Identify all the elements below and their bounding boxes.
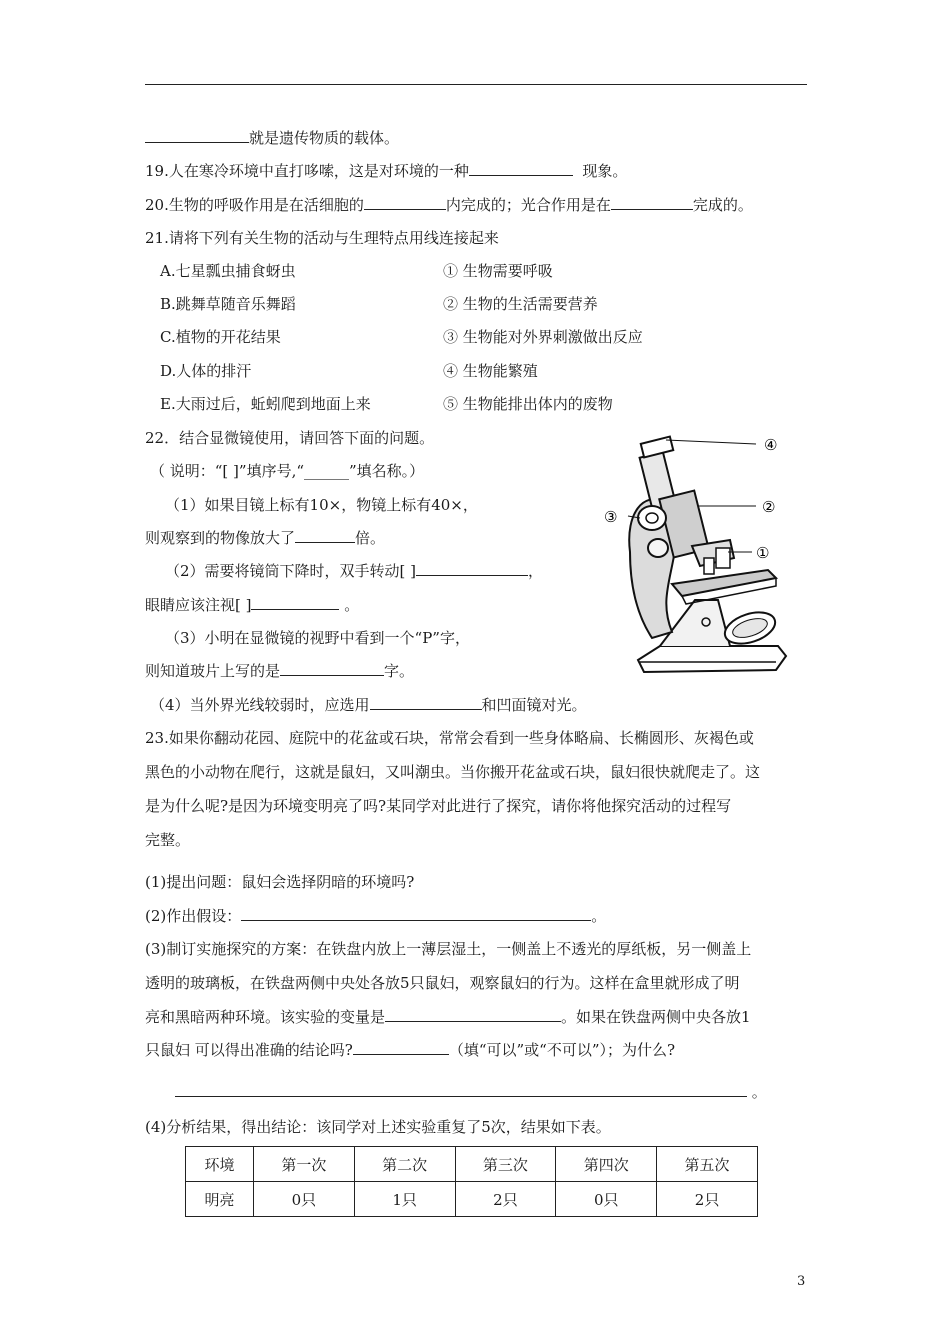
q22-p3-line: 则知道玻片上写的是 字。 bbox=[145, 662, 415, 680]
q21-left-c[interactable]: C.植物的开花结果 bbox=[160, 328, 281, 346]
q21-left-a[interactable]: A.七星瓢虫捕食蚜虫 bbox=[160, 262, 296, 280]
table-cell: 明亮 bbox=[186, 1182, 254, 1217]
table-cell: 0只 bbox=[253, 1182, 354, 1217]
q21-right-5[interactable]: ⑤ 生物能排出体内的废物 bbox=[443, 395, 613, 413]
table-header-cell: 第五次 bbox=[657, 1147, 758, 1182]
q23-hypothesis-blank[interactable] bbox=[241, 906, 591, 921]
microscope-diagram bbox=[600, 432, 800, 677]
q22-p3a: （3）小明在显微镜的视野中看到一个“P”字， bbox=[165, 629, 470, 647]
q23-line-3: 是为什么呢?是因为环境变明亮了吗?某同学对此进行了探究，请你将他探究活动的过程写 bbox=[145, 797, 732, 815]
table-cell: 2只 bbox=[657, 1182, 758, 1217]
q22-p1a: （1）如果目镜上标有10×，物镜上标有40×， bbox=[165, 496, 478, 514]
q22-p1-line: 则观察到的物像放大了 倍。 bbox=[145, 529, 386, 547]
table-header-cell: 环境 bbox=[186, 1147, 254, 1182]
q22-prompt: 22．结合显微镜使用，请回答下面的问题。 bbox=[145, 429, 435, 447]
q22-note: （ 说明：“[ ]”填序号,“______”填名称。） bbox=[150, 462, 425, 480]
q22-p2-blank-1[interactable] bbox=[416, 561, 528, 576]
table-header-cell: 第四次 bbox=[556, 1147, 657, 1182]
q22-p2c-line: 眼睛应该注视[ ] 。 bbox=[145, 596, 360, 614]
label-2: ② bbox=[762, 498, 776, 516]
table-cell: 0只 bbox=[556, 1182, 657, 1217]
q21-left-e[interactable]: E.大雨过后，蚯蚓爬到地面上来 bbox=[160, 395, 371, 413]
q21-left-b[interactable]: B.跳舞草随音乐舞蹈 bbox=[160, 295, 296, 313]
q23-s3b: 透明的玻璃板，在铁盘两侧中央处各放5只鼠妇，观察鼠妇的行为。这样在盒里就形成了明 bbox=[145, 974, 740, 992]
q23-line-2: 黑色的小动物在爬行，这就是鼠妇，又叫潮虫。当你搬开花盆或石块，鼠妇很快就爬走了。这 bbox=[145, 763, 761, 781]
results-table bbox=[185, 1146, 758, 1217]
q23-can-blank[interactable] bbox=[353, 1040, 449, 1055]
q19-blank[interactable] bbox=[469, 161, 573, 176]
q22-p3-blank[interactable] bbox=[280, 661, 384, 676]
label-4: ④ bbox=[764, 436, 778, 454]
table-cell: 2只 bbox=[455, 1182, 556, 1217]
q23-s3e-line: 只鼠妇 可以得出准确的结论吗? （填“可以”或“不可以”）；为什么? bbox=[145, 1041, 676, 1059]
label-3: ③ bbox=[604, 508, 618, 526]
q21-right-2[interactable]: ② 生物的生活需要营养 bbox=[443, 295, 598, 313]
page-number: 3 bbox=[797, 1274, 806, 1289]
q18-blank[interactable] bbox=[145, 128, 249, 143]
label-1: ① bbox=[756, 544, 770, 562]
table-row bbox=[186, 1182, 758, 1217]
q22-p2-blank-2[interactable] bbox=[251, 595, 339, 610]
q23-s2-line: (2)作出假设： 。 bbox=[145, 907, 607, 925]
q22-p2-line: （2）需要将镜筒下降时，双手转动[ ] ， bbox=[165, 562, 544, 580]
q20-line: 20.生物的呼吸作用是在活细胞的 内完成的；光合作用是在 完成的。 bbox=[145, 196, 753, 214]
q22-p1-blank[interactable] bbox=[295, 528, 355, 543]
q19-line: 19.人在寒冷环境中直打哆嗦，这是对环境的一种 现象。 bbox=[145, 162, 628, 180]
q21-right-4[interactable]: ④ 生物能繁殖 bbox=[443, 362, 538, 380]
q23-line-1: 23.如果你翻动花园、庭院中的花盆或石块，常常会看到一些身体略扁、长椭圆形、灰褐色或 bbox=[145, 729, 754, 747]
q20-blank-2[interactable] bbox=[611, 195, 693, 210]
q23-why-line: 。 bbox=[175, 1082, 767, 1102]
q23-s3a: (3)制订实施探究的方案：在铁盘内放上一薄层湿土，一侧盖上不透光的厚纸板，另一侧盖上 bbox=[145, 940, 752, 958]
q23-s4: (4)分析结果，得出结论：该同学对上述实验重复了5次，结果如下表。 bbox=[145, 1118, 611, 1136]
q18-line: 就是遗传物质的载体。 bbox=[145, 128, 399, 148]
q21-left-d[interactable]: D.人体的排汗 bbox=[160, 362, 252, 380]
q21-right-1[interactable]: ① 生物需要呼吸 bbox=[443, 262, 553, 280]
table-header-row bbox=[186, 1147, 758, 1182]
table-header-cell: 第三次 bbox=[455, 1147, 556, 1182]
q23-variable-blank[interactable] bbox=[385, 1007, 561, 1022]
q23-line-4: 完整。 bbox=[145, 831, 191, 849]
q22-p4-line: （4）当外界光线较弱时，应选用 和凹面镜对光。 bbox=[150, 696, 587, 714]
table-header-cell: 第一次 bbox=[253, 1147, 354, 1182]
q23-s3c-line: 亮和黑暗两种环境。该实验的变量是 。如果在铁盘两侧中央各放1 bbox=[145, 1008, 751, 1026]
q20-blank-1[interactable] bbox=[364, 195, 446, 210]
q23-s1: (1)提出问题：鼠妇会选择阴暗的环境吗? bbox=[145, 873, 415, 891]
q21-prompt: 21.请将下列有关生物的活动与生理特点用线连接起来 bbox=[145, 229, 499, 247]
table-header-cell: 第二次 bbox=[354, 1147, 455, 1182]
header-rule bbox=[145, 84, 807, 85]
q22-p4-blank[interactable] bbox=[370, 695, 482, 710]
q23-why-blank[interactable] bbox=[175, 1082, 747, 1097]
q21-right-3[interactable]: ③ 生物能对外界刺激做出反应 bbox=[443, 328, 643, 346]
table-cell: 1只 bbox=[354, 1182, 455, 1217]
